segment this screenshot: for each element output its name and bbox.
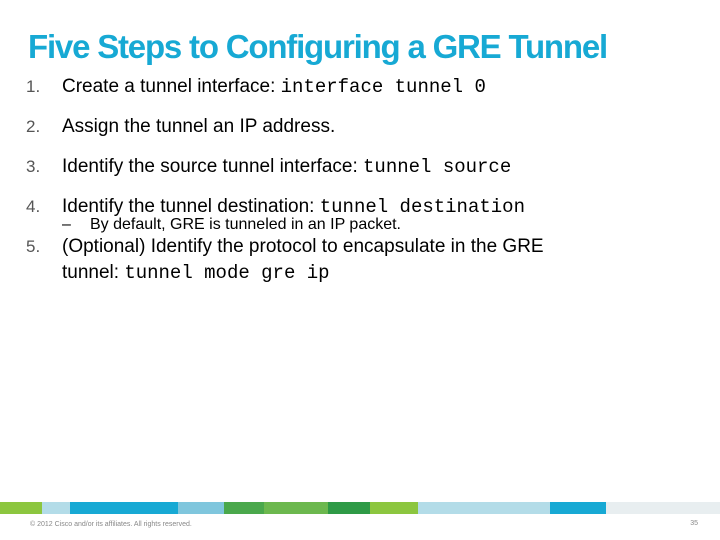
step-code: tunnel destination	[319, 196, 525, 218]
footer-bar-segment	[550, 502, 606, 514]
footer-bar-segment	[488, 502, 550, 514]
footer-bar-segment	[418, 502, 488, 514]
page-number: 35	[690, 520, 698, 527]
footer-bar-segment	[370, 502, 418, 514]
step-2	[26, 114, 335, 140]
step-code: tunnel mode gre ip	[124, 262, 330, 284]
footer-bar-segment	[328, 502, 370, 514]
step-number: 5.	[26, 237, 41, 256]
footer-bar-segment	[42, 502, 70, 514]
step-text: Identify the tunnel destination:	[62, 196, 320, 217]
footer-bar-segment	[0, 502, 42, 514]
step-code: interface tunnel 0	[280, 76, 486, 98]
footer-bar-segment	[606, 502, 720, 514]
step-5	[26, 234, 544, 286]
sub-bullet	[62, 216, 401, 234]
sub-bullet-text: By default, GRE is tunneled in an IP packet.	[90, 216, 401, 233]
sub-bullet-dash: –	[62, 216, 71, 233]
step-text: Identify the source tunnel interface:	[62, 156, 364, 177]
slide-title: Five Steps to Configuring a GRE Tunnel	[28, 28, 607, 65]
step-text: Assign the tunnel an IP address.	[62, 116, 336, 137]
footer-bar-segment	[224, 502, 264, 514]
footer-bar-segment	[118, 502, 178, 514]
footer-bar-segment	[178, 502, 224, 514]
step-code: tunnel source	[363, 156, 512, 178]
step-text: (Optional) Identify the protocol to encapsulate in the GRE	[62, 236, 544, 257]
step-number: 1.	[26, 77, 41, 96]
footer-bar-segment	[70, 502, 118, 514]
step-number: 3.	[26, 157, 41, 176]
step-3	[26, 154, 511, 180]
footer-bar-segment	[264, 502, 328, 514]
copyright-notice: © 2012 Cisco and/or its affiliates. All rights reserved.	[30, 521, 192, 528]
step-number: 2.	[26, 117, 41, 136]
step-text-continued	[26, 260, 544, 286]
step-number: 4.	[26, 197, 41, 216]
step-1	[26, 74, 486, 100]
step-text: Create a tunnel interface:	[62, 76, 281, 97]
footer-color-bar	[0, 502, 720, 514]
step-text-line2: tunnel:	[62, 262, 125, 283]
